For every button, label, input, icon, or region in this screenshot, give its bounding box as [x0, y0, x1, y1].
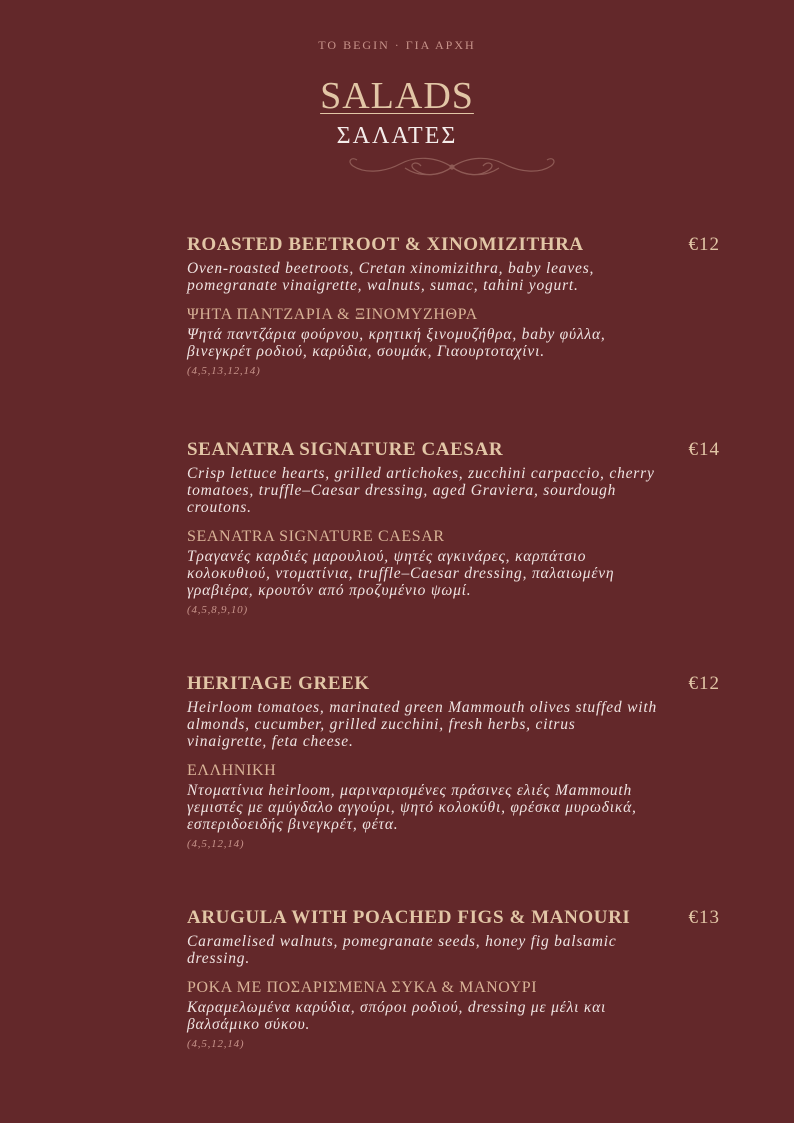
item-description-en: Oven-roasted beetroots, Cretan xinomizithra, baby leaves, pomegranate vinaigrette, walnuts, sumac, tahini yogurt. — [187, 260, 595, 294]
item-allergens: (4,5,8,9,10) — [187, 604, 248, 616]
item-name-en: ROASTED BEETROOT & XINOMIZITHRA — [187, 234, 584, 255]
item-name-gr: ΡΟΚΑ ΜΕ ΠΟΣΑΡΙΣΜΕΝΑ ΣΥΚΑ & ΜΑΝΟΥΡΙ — [187, 979, 538, 996]
item-name-en: SEANATRA SIGNATURE CAESAR — [187, 439, 504, 460]
item-name-gr: ΕΛΛΗΝΙΚΗ — [187, 762, 277, 779]
item-description-gr: Ντοματίνια heirloom, μαριναρισμένες πράσινες ελιές Mammouth γεμιστές με αμύγδαλο αγγούρι, ψητό κολοκύθι, φρέσκα μυρωδικά, εσπεριδοειδής βινεγκρέτ, φέτα. — [187, 782, 637, 833]
menu-item — [187, 439, 722, 616]
item-name-en: ARUGULA WITH POACHED FIGS & MANOURI — [187, 907, 631, 928]
flourish-divider-icon — [345, 152, 559, 182]
item-allergens: (4,5,12,14) — [187, 1038, 245, 1050]
page-title-greek: ΣΑΛΑΤΕΣ — [336, 123, 458, 149]
item-allergens: (4,5,13,12,14) — [187, 365, 261, 377]
item-price: €13 — [688, 907, 720, 928]
menu-item-header — [187, 673, 722, 697]
item-description-gr: Καραμελωμένα καρύδια, σπόροι ροδιού, dressing με μέλι και βαλσάμικο σύκου. — [187, 999, 607, 1033]
item-description-gr: Ψητά παντζάρια φούρνου, κρητική ξινομυζήθρα, baby φύλλα, βινεγκρέτ ροδιού, καρύδια, σουμάκ, Γιαουρτοταχίνι. — [187, 326, 606, 360]
page-title — [0, 74, 794, 118]
item-name-gr: ΨΗΤΑ ΠΑΝΤΖΑΡΙΑ & ΞΙΝΟΜΥΖΗΘΡΑ — [187, 306, 478, 323]
menu-item-header — [187, 907, 722, 931]
page-title-text: SALADS — [320, 75, 474, 117]
item-description-gr: Τραγανές καρδιές μαρουλιού, ψητές αγκινάρες, καρπάτσιο κολοκυθιού, ντοματίνια, truffle–Caesar dressing, παλαιωμένη γραβιέρα, κρουτόν από προζυμένιο ψωμί. — [187, 548, 615, 599]
menu-item — [187, 907, 722, 1050]
menu-item-header — [187, 234, 722, 258]
menu-item — [187, 234, 722, 377]
item-price: €12 — [688, 673, 720, 694]
item-price: €12 — [688, 234, 720, 255]
item-allergens: (4,5,12,14) — [187, 838, 245, 850]
menu-item — [187, 673, 722, 850]
item-description-en: Crisp lettuce hearts, grilled artichokes, zucchini carpaccio, cherry tomatoes, truffle–Caesar dressing, aged Graviera, sourdough croutons. — [187, 465, 655, 516]
item-description-en: Heirloom tomatoes, marinated green Mammouth olives stuffed with almonds, cucumber, grilled zucchini, fresh herbs, citrus vinaigrette, feta cheese. — [187, 699, 658, 750]
menu-item-header — [187, 439, 722, 463]
item-price: €14 — [688, 439, 720, 460]
item-description-en: Caramelised walnuts, pomegranate seeds, honey fig balsamic dressing. — [187, 933, 617, 967]
item-name-en: HERITAGE GREEK — [187, 673, 370, 694]
item-name-gr: SEANATRA SIGNATURE CAESAR — [187, 528, 445, 545]
section-overline: TO BEGIN · ΓΙΑ ΑΡΧΗ — [318, 38, 476, 52]
